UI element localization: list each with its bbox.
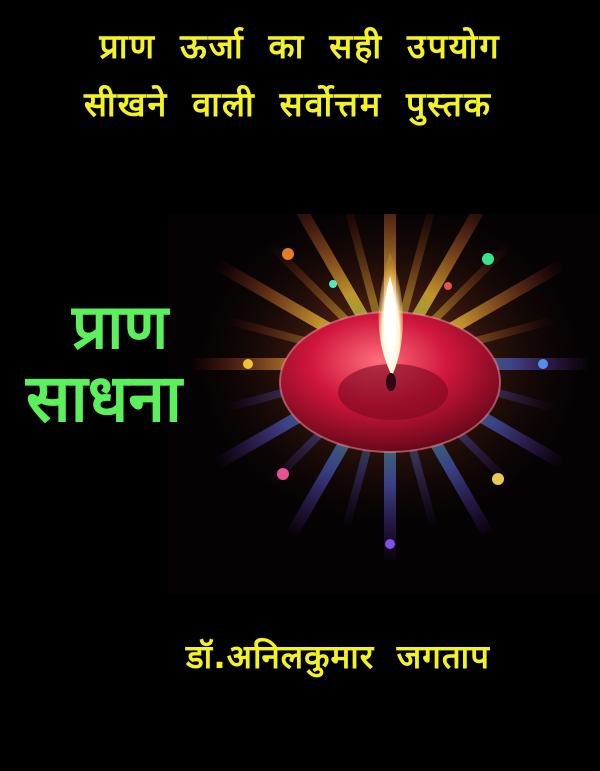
diya-lamp-photo	[168, 214, 600, 594]
book-title-line-2: साधना	[26, 360, 183, 437]
author-name: डॉ.अनिलकुमार जगताप	[186, 637, 490, 676]
tagline-line-2: सीखने वाली सर्वोत्तम पुस्तक	[83, 85, 493, 125]
tagline-line-1: प्राण ऊर्जा का सही उपयोग	[99, 27, 501, 67]
diya-lamp-illustration	[168, 214, 600, 594]
book-title-line-1: प्राण	[72, 290, 169, 363]
